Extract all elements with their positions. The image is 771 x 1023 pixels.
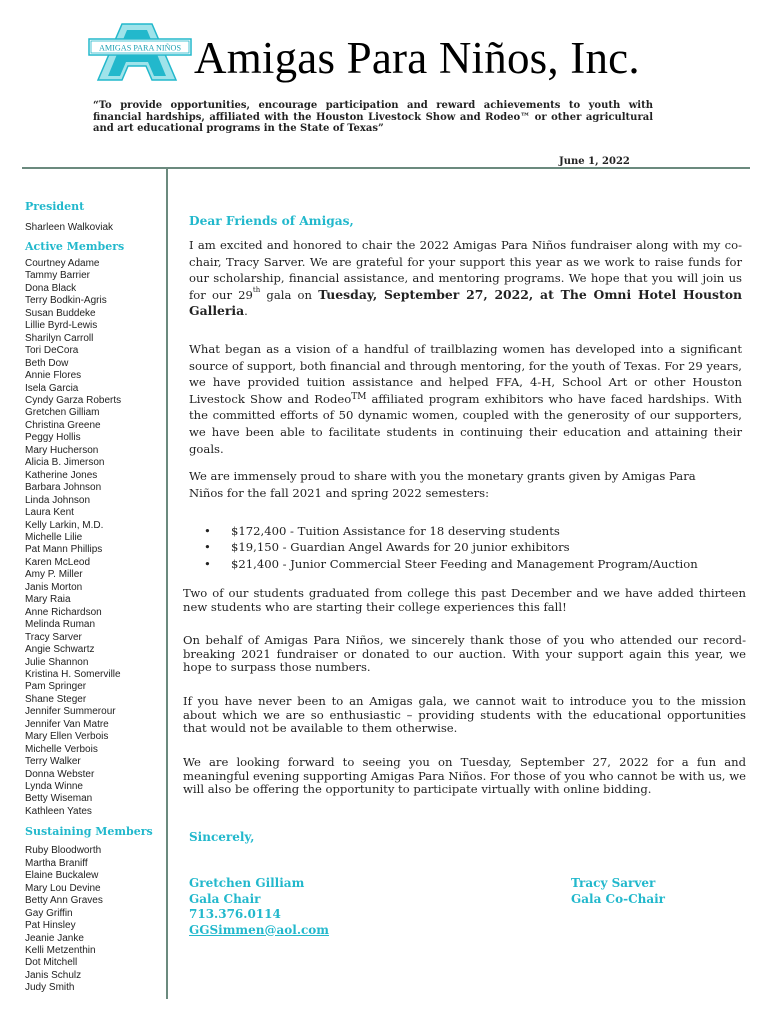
- active-member-item: Linda Johnson: [25, 494, 91, 506]
- active-member-item: Lynda Winne: [25, 781, 83, 793]
- active-member-item: Jennifer Summerour: [25, 706, 116, 718]
- active-member-item: Janis Morton: [25, 581, 83, 593]
- active-member-item: Mary Hucherson: [25, 444, 99, 456]
- sustaining-member-item: Ruby Bloodworth: [25, 845, 102, 857]
- grant-text: $172,400 - Tuition Assistance for 18 deserving students: [231, 524, 560, 538]
- mission-statement: “To provide opportunities, encourage participation and reward achievements to youth with financial hardships, affiliated with the Houston Livestock Show and Rodeo™ or other agricultural and art educational programs in the State of Texas”: [93, 100, 653, 134]
- grants-list: [204, 523, 698, 572]
- active-members-heading: Active Members: [25, 240, 125, 253]
- active-member-item: Katherine Jones: [25, 469, 98, 481]
- sustaining-member-item: Martha Braniff: [25, 857, 88, 869]
- paragraph-intro-mid: gala on: [260, 287, 319, 302]
- sustaining-member-item: Jeanie Janke: [25, 932, 84, 944]
- sustaining-member-item: Elaine Buckalew: [25, 870, 99, 882]
- bullet-icon: •: [204, 540, 211, 555]
- active-member-item: Courtney Adame: [25, 258, 100, 269]
- active-member-item: Lillie Byrd-Lewis: [25, 320, 98, 332]
- grant-item: [204, 523, 698, 539]
- bullet-icon: •: [204, 556, 211, 571]
- active-member-item: Gretchen Gilliam: [25, 407, 100, 419]
- active-member-item: Michelle Lilie: [25, 531, 83, 543]
- active-member-item: Pat Mann Phillips: [25, 544, 103, 556]
- paragraph-thanks: On behalf of Amigas Para Niños, we sincerely thank those of you who attended our record-breaking 2021 fundraiser or donated to our auction. With your support again this year, we hope to surpass those numbers.: [183, 633, 746, 674]
- chair-phone: 713.376.0114: [189, 907, 281, 921]
- cochair-title: Gala Co-Chair: [571, 891, 666, 906]
- active-member-item: Julie Shannon: [25, 656, 89, 668]
- trademark-mark: TM: [351, 391, 367, 402]
- active-member-item: Jennifer Van Matre: [25, 718, 109, 730]
- paragraph-history-end: affiliated program exhibitors who have faced hardships. With the committed efforts of 50 dynamic women, coupled with the generosity of our supporters, we have been able to facilitate students in continuing their education and attaining their goals.: [189, 391, 742, 456]
- active-member-item: Terry Walker: [25, 756, 81, 768]
- active-member-item: Tori DeCora: [25, 345, 79, 357]
- active-member-item: Tracy Sarver: [25, 631, 82, 643]
- paragraph-intro: [189, 237, 742, 320]
- signature-cochair: [571, 876, 665, 907]
- active-member-item: Peggy Hollis: [25, 432, 81, 444]
- sustaining-member-item: Judy Smith: [25, 982, 75, 994]
- active-member-item: Annie Flores: [25, 370, 82, 382]
- logo-text: AMIGAS PARA NIÑOS: [98, 43, 182, 53]
- active-member-item: Beth Dow: [25, 357, 69, 369]
- chair-title: Gala Chair: [189, 891, 261, 906]
- active-member-item: Susan Buddeke: [25, 307, 96, 319]
- bullet-icon: •: [204, 524, 211, 538]
- paragraph-grants-intro: We are immensely proud to share with you the monetary grants given by Amigas Para Niños for the fall 2021 and spring 2022 semesters:: [189, 469, 696, 500]
- active-member-item: Terry Bodkin-Agris: [25, 295, 107, 307]
- active-member-item: Kathleen Yates: [25, 805, 92, 817]
- active-member-item: Pam Springer: [25, 681, 87, 693]
- gala-event-details: Tuesday, September 27, 2022, at The Omni Hotel Houston Galleria: [189, 286, 742, 319]
- sustaining-member-item: Gay Griffin: [25, 907, 73, 919]
- active-member-item: Barbara Johnson: [25, 482, 102, 494]
- paragraph-invitation: We are looking forward to seeing you on Tuesday, September 27, 2022 for a fun and meaningful evening supporting Amigas Para Niños. For those of you who cannot be with us, we will also be offering the opportunity to participate virtually with online bidding.: [183, 755, 746, 796]
- active-member-item: Donna Webster: [25, 768, 95, 780]
- active-member-item: Tammy Barrier: [25, 270, 91, 282]
- active-member-item: Angie Schwartz: [25, 644, 95, 656]
- active-member-item: Melinda Ruman: [25, 619, 96, 631]
- president-heading: President: [25, 200, 85, 213]
- active-member-item: Alicia B. Jimerson: [25, 457, 105, 469]
- paragraph-history-text: What began as a vision of a handful of trailblazing women has developed into a significant source of support, both financial and through mentoring, for the youth of Texas. For 29 years, we have provided tuition assistance and helped FFA, 4-H, School Art or other Houston Livestock Show and Rodeo: [189, 342, 742, 406]
- active-member-item: Mary Ellen Verbois: [25, 731, 109, 743]
- active-member-item: Dona Black: [25, 282, 77, 294]
- cochair-name: Tracy Sarver: [571, 876, 656, 890]
- paragraph-intro-end: .: [244, 304, 248, 319]
- grant-text: $19,150 - Guardian Angel Awards for 20 junior exhibitors: [231, 540, 570, 555]
- president-name: Sharleen Walkoviak: [25, 222, 114, 233]
- paragraph-graduates: Two of our students graduated from college this past December and we have added thirteen new students who are starting their college experiences this fall!: [183, 586, 746, 614]
- paragraph-mission: If you have never been to an Amigas gala, we cannot wait to introduce you to the mission about which we are so enthusiastic – providing students with the educational opportunities that would not be available to them otherwise.: [183, 694, 746, 735]
- grant-item: [204, 539, 698, 555]
- chair-name: Gretchen Gilliam: [189, 876, 305, 890]
- paragraph-intro-text: I am excited and honored to chair the 2022 Amigas Para Niños fundraiser along with my co-chair, Tracy Sarver. We are grateful for your support this year as we work to raise funds for our scholarship, financial assistance, and mentoring programs. We hope that you will join us for our 29: [189, 238, 742, 302]
- sustaining-member-item: Dot Mitchell: [25, 957, 78, 969]
- active-member-item: Karen McLeod: [25, 556, 91, 568]
- active-member-item: Kristina H. Somerville: [25, 668, 121, 680]
- active-member-item: Mary Raia: [25, 594, 71, 606]
- ordinal-suffix: th: [252, 285, 261, 294]
- sustaining-member-item: Janis Schulz: [25, 969, 82, 981]
- active-member-item: Laura Kent: [25, 507, 74, 519]
- active-member-item: Kelly Larkin, M.D.: [25, 519, 104, 531]
- active-member-item: Sharilyn Carroll: [25, 332, 94, 344]
- chair-email-link[interactable]: GGSimmen@aol.com: [189, 922, 329, 937]
- grant-text: $21,400 - Junior Commercial Steer Feeding and Management Program/Auction: [231, 556, 698, 571]
- letter-date: June 1, 2022: [559, 156, 630, 167]
- active-member-item: Christina Greene: [25, 419, 101, 431]
- signature-chair: [189, 876, 329, 938]
- sustaining-member-item: Kelli Metzenthin: [25, 945, 96, 957]
- sustaining-member-item: Betty Ann Graves: [25, 895, 103, 907]
- active-member-item: Amy P. Miller: [25, 569, 83, 581]
- active-member-item: Betty Wiseman: [25, 793, 93, 805]
- active-member-item: Michelle Verbois: [25, 743, 98, 755]
- closing: Sincerely,: [189, 830, 255, 844]
- sustaining-member-item: Mary Lou Devine: [25, 882, 101, 894]
- active-member-item: Shane Steger: [25, 693, 87, 705]
- paragraph-history: [189, 341, 742, 457]
- active-member-item: Isela Garcia: [25, 382, 79, 394]
- grant-item: [204, 556, 698, 572]
- salutation: Dear Friends of Amigas,: [189, 214, 354, 228]
- sustaining-member-item: Pat Hinsley: [25, 920, 76, 932]
- active-member-item: Cyndy Garza Roberts: [25, 394, 122, 406]
- active-member-item: Anne Richardson: [25, 606, 102, 618]
- sustaining-members-heading: Sustaining Members: [25, 825, 153, 839]
- organization-name: Amigas Para Niños, Inc.: [194, 33, 640, 83]
